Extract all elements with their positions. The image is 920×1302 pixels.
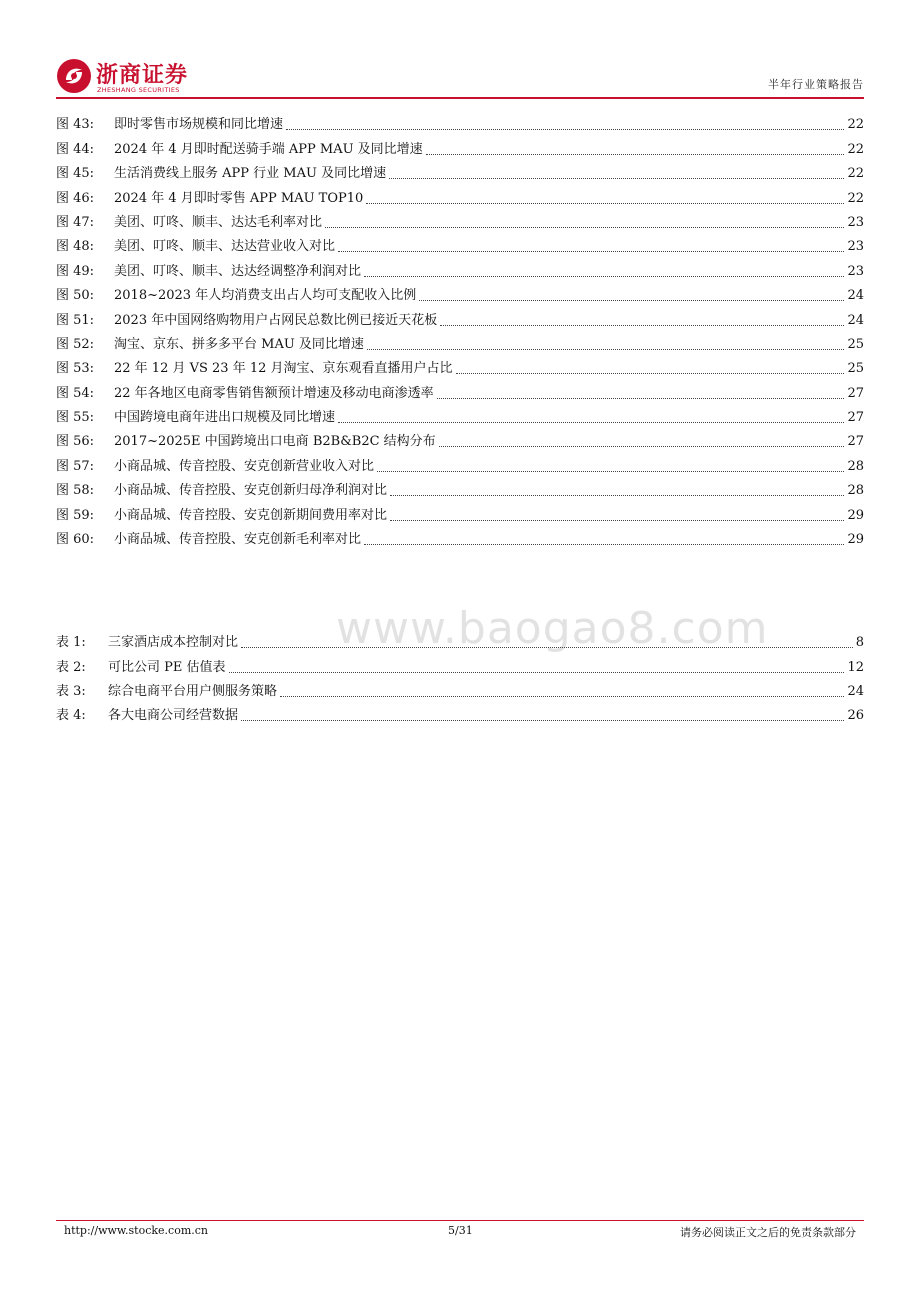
toc-dot-leader <box>338 421 844 423</box>
page-footer <box>56 1224 864 1240</box>
watermark: www.baogao8.com <box>336 603 769 654</box>
toc-entry-title: 即时零售市场规模和同比增速 <box>114 117 284 133</box>
toc-entry-page: 22 <box>847 141 864 157</box>
toc-entry[interactable] <box>56 183 864 207</box>
toc-dot-leader <box>325 226 844 228</box>
toc-entry-title: 美团、叮咚、顺丰、达达经调整净利润对比 <box>114 263 362 279</box>
toc-dot-leader <box>426 153 845 155</box>
toc-entry-label: 图 50: <box>56 288 95 304</box>
toc-entry-page: 27 <box>847 385 864 401</box>
toc-dot-leader <box>286 128 844 130</box>
table-index <box>56 628 864 725</box>
toc-dot-leader <box>440 324 844 326</box>
toc-entry-title: 2024 年 4 月即时零售 APP MAU TOP10 <box>114 190 364 206</box>
toc-entry-page: 23 <box>847 239 864 255</box>
toc-entry-page: 25 <box>847 361 864 377</box>
report-type: 半年行业策略报告 <box>768 78 864 91</box>
toc-entry-label: 图 47: <box>56 214 95 230</box>
toc-entry[interactable] <box>56 256 864 280</box>
toc-entry-page: 12 <box>847 659 864 675</box>
toc-entry-page: 23 <box>847 214 864 230</box>
toc-entry[interactable] <box>56 208 864 232</box>
toc-entry-title: 各大电商公司经营数据 <box>108 708 239 724</box>
toc-entry-label: 图 51: <box>56 312 95 328</box>
toc-entry-label: 图 44: <box>56 141 95 157</box>
toc-entry-label: 图 54: <box>56 385 95 401</box>
toc-dot-leader <box>338 250 844 252</box>
toc-entry-title: 2024 年 4 月即时配送骑手端 APP MAU 及同比增速 <box>114 141 423 157</box>
toc-entry-title: 22 年 12 月 VS 23 年 12 月淘宝、京东观看直播用户占比 <box>114 361 453 377</box>
toc-entry-label: 图 43: <box>56 117 95 133</box>
toc-entry[interactable] <box>56 134 864 158</box>
brand-name-cn: 浙商证券 <box>96 63 189 88</box>
toc-dot-leader <box>367 348 845 350</box>
toc-dot-leader <box>419 299 844 301</box>
toc-entry-title: 可比公司 PE 估值表 <box>108 659 226 675</box>
brand-logo <box>56 56 196 98</box>
toc-entry[interactable] <box>56 378 864 402</box>
footer-disclaimer: 请务必阅读正文之后的免责条款部分 <box>680 1226 856 1239</box>
toc-entry-page: 28 <box>847 458 864 474</box>
toc-entry-page: 26 <box>847 708 864 724</box>
toc-entry-label: 图 52: <box>56 336 95 352</box>
toc-entry-title: 综合电商平台用户侧服务策略 <box>108 683 278 699</box>
toc-entry[interactable] <box>56 427 864 451</box>
toc-entry-title: 2017~2025E 中国跨境出口电商 B2B&B2C 结构分布 <box>114 434 436 450</box>
figure-index <box>56 110 864 549</box>
toc-entry-title: 小商品城、传音控股、安克创新营业收入对比 <box>114 458 375 474</box>
toc-entry[interactable] <box>56 701 864 725</box>
toc-entry-page: 22 <box>847 190 864 206</box>
toc-entry-label: 图 59: <box>56 507 95 523</box>
toc-entry-page: 24 <box>847 288 864 304</box>
toc-dot-leader <box>439 445 845 447</box>
toc-entry-label: 图 46: <box>56 190 95 206</box>
toc-entry-page: 22 <box>847 117 864 133</box>
toc-entry[interactable] <box>56 500 864 524</box>
toc-entry[interactable] <box>56 525 864 549</box>
toc-entry-label: 图 56: <box>56 434 95 450</box>
toc-entry-page: 29 <box>847 507 864 523</box>
toc-entry[interactable] <box>56 354 864 378</box>
toc-entry-title: 淘宝、京东、拼多多平台 MAU 及同比增速 <box>114 336 364 352</box>
toc-dot-leader <box>389 177 844 179</box>
toc-entry-label: 表 2: <box>56 659 86 675</box>
toc-entry-title: 美团、叮咚、顺丰、达达营业收入对比 <box>114 239 336 255</box>
toc-entry[interactable] <box>56 232 864 256</box>
header-divider <box>56 97 864 99</box>
toc-entry-title: 小商品城、传音控股、安克创新期间费用率对比 <box>114 507 388 523</box>
toc-dot-leader <box>241 646 853 648</box>
toc-dot-leader <box>456 372 845 374</box>
toc-entry-label: 图 60: <box>56 532 95 548</box>
toc-entry-title: 2023 年中国网络购物用户占网民总数比例已接近天花板 <box>114 312 438 328</box>
toc-entry-page: 23 <box>847 263 864 279</box>
toc-dot-leader <box>437 397 845 399</box>
toc-entry-title: 三家酒店成本控制对比 <box>108 635 239 651</box>
toc-dot-leader <box>280 695 844 697</box>
footer-divider <box>56 1220 864 1221</box>
toc-entry-page: 24 <box>847 312 864 328</box>
toc-entry[interactable] <box>56 281 864 305</box>
toc-entry-label: 图 55: <box>56 410 95 426</box>
toc-entry-label: 图 45: <box>56 166 95 182</box>
toc-entry-page: 22 <box>847 166 864 182</box>
toc-entry[interactable] <box>56 110 864 134</box>
toc-entry-page: 25 <box>847 336 864 352</box>
toc-entry-label: 表 4: <box>56 708 86 724</box>
toc-entry-title: 小商品城、传音控股、安克创新归母净利润对比 <box>114 483 388 499</box>
toc-entry-page: 28 <box>847 483 864 499</box>
toc-entry[interactable] <box>56 330 864 354</box>
toc-dot-leader <box>241 719 844 721</box>
toc-entry-page: 8 <box>855 635 864 651</box>
toc-entry-label: 图 58: <box>56 483 95 499</box>
toc-entry-title: 小商品城、传音控股、安克创新毛利率对比 <box>114 532 362 548</box>
toc-entry-label: 图 57: <box>56 458 95 474</box>
toc-entry[interactable] <box>56 403 864 427</box>
toc-entry[interactable] <box>56 476 864 500</box>
brand-name-en: ZHESHANG SECURITIES <box>97 86 180 94</box>
toc-entry-page: 27 <box>847 410 864 426</box>
toc-entry-label: 图 49: <box>56 263 95 279</box>
page-header <box>56 56 864 98</box>
toc-entry[interactable] <box>56 628 864 652</box>
toc-entry-title: 2018~2023 年人均消费支出占人均可支配收入比例 <box>114 288 417 304</box>
toc-entry-label: 表 1: <box>56 635 86 651</box>
toc-dot-leader <box>377 470 844 472</box>
brand-logo-icon <box>56 58 92 94</box>
toc-entry-title: 生活消费线上服务 APP 行业 MAU 及同比增速 <box>114 166 387 182</box>
toc-entry-title: 美团、叮咚、顺丰、达达毛利率对比 <box>114 214 323 230</box>
toc-entry-title: 22 年各地区电商零售销售额预计增速及移动电商渗透率 <box>114 385 434 401</box>
toc-entry-page: 24 <box>847 683 864 699</box>
toc-entry[interactable] <box>56 451 864 475</box>
toc-dot-leader <box>364 275 844 277</box>
toc-entry[interactable] <box>56 305 864 329</box>
toc-dot-leader <box>390 494 844 496</box>
toc-entry[interactable] <box>56 652 864 676</box>
toc-entry[interactable] <box>56 159 864 183</box>
toc-entry-label: 图 48: <box>56 239 95 255</box>
toc-entry-label: 表 3: <box>56 683 86 699</box>
toc-entry-page: 27 <box>847 434 864 450</box>
toc-dot-leader <box>366 202 844 204</box>
toc-entry-page: 29 <box>847 532 864 548</box>
toc-entry-label: 图 53: <box>56 361 95 377</box>
toc-dot-leader <box>390 519 844 521</box>
footer-url[interactable]: http://www.stocke.com.cn <box>64 1224 208 1237</box>
toc-entry[interactable] <box>56 677 864 701</box>
toc-dot-leader <box>364 543 844 545</box>
page-number: 5/31 <box>448 1224 473 1237</box>
toc-entry-title: 中国跨境电商年进出口规模及同比增速 <box>114 410 336 426</box>
toc-dot-leader <box>229 671 845 673</box>
